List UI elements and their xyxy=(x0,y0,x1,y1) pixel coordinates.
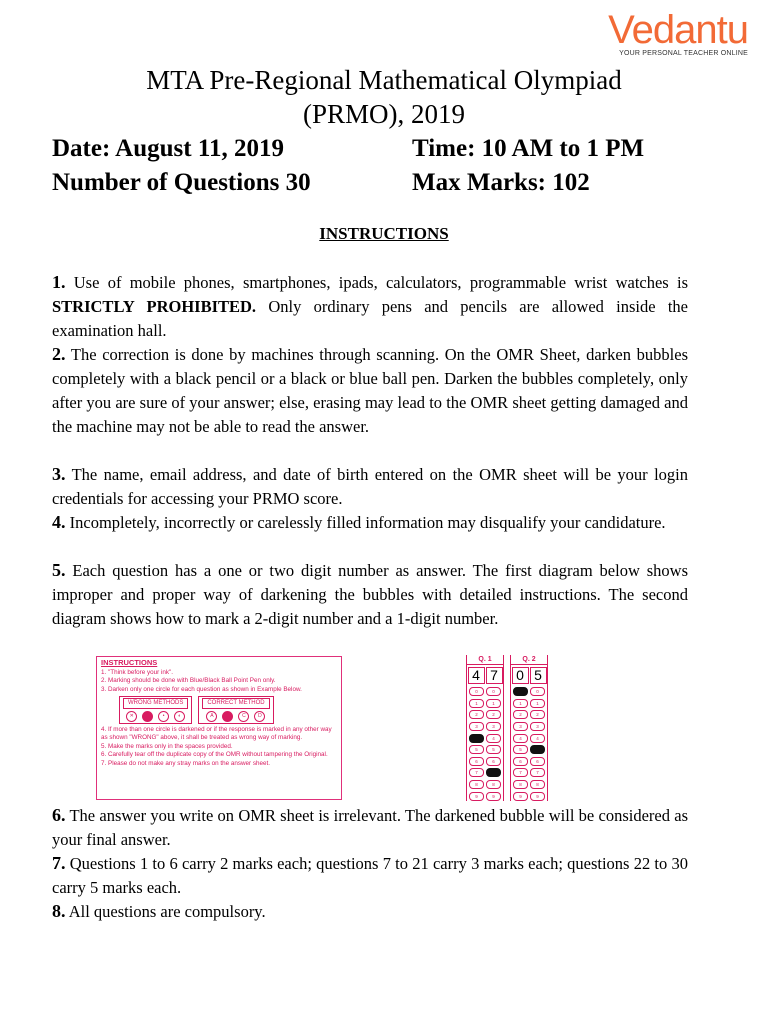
bubble-row xyxy=(467,686,503,698)
instruction-5 xyxy=(52,558,688,631)
answer-bubble: 7 xyxy=(530,768,545,777)
answer-bubble: 1 xyxy=(469,699,484,708)
answer-bubble: 2 xyxy=(530,710,545,719)
answer-bubble: 8 xyxy=(469,780,484,789)
answer-bubble: 6 xyxy=(469,757,484,766)
answer-bubble: 1 xyxy=(530,699,545,708)
answer-bubble: 3 xyxy=(486,722,501,731)
bubble-row xyxy=(511,698,547,710)
instruction-7 xyxy=(52,851,688,900)
bubble-row xyxy=(467,756,503,768)
bubble-filled-icon xyxy=(222,711,233,722)
omr-line: 3. Darken only one circle for each question as shown in Example Below. xyxy=(101,685,302,693)
logo-word: Vedantu xyxy=(608,8,748,52)
item-number: 7. xyxy=(52,853,66,873)
meta-row-2 xyxy=(52,167,732,199)
omr-instruction-diagram xyxy=(96,656,342,800)
bubble-row xyxy=(511,732,547,744)
answer-bubble: 0 xyxy=(469,687,484,696)
dot-mark-icon: • xyxy=(158,711,169,722)
omr-question-column xyxy=(510,655,548,801)
title-line-2: (PRMO), 2019 xyxy=(302,99,465,129)
item-emphasis: STRICTLY PROHIBITED. xyxy=(52,297,257,316)
omr-heading: INSTRUCTIONS xyxy=(101,658,158,667)
item-text: The answer you write on OMR sheet is irrelevant. The darkened bubble will be considered as your final answer. xyxy=(52,806,688,849)
answer-bubble: 9 xyxy=(486,792,501,801)
bubble-d-icon: D xyxy=(254,711,265,722)
bubble-row xyxy=(511,767,547,779)
omr-line: 6. Carefully tear off the duplicate copy of the OMR without tampering the Original. xyxy=(101,751,328,758)
answer-bubble: 8 xyxy=(530,780,545,789)
bubble-row xyxy=(511,686,547,698)
item-number: 3. xyxy=(52,464,66,484)
item-number: 5. xyxy=(52,560,66,580)
item-text: Only ordinary pens and pencils are allowed inside the examination hall. xyxy=(52,297,688,340)
written-digit: 7 xyxy=(486,667,503,684)
marking-methods xyxy=(119,696,337,724)
answer-bubble: 9 xyxy=(530,792,545,801)
answer-bubble: 0 xyxy=(530,687,545,696)
written-digit: 5 xyxy=(530,667,547,684)
item-text: Use of mobile phones, smartphones, ipads, calculators, programmable wrist watches is xyxy=(65,273,688,292)
correct-method xyxy=(198,696,273,724)
instruction-4 xyxy=(52,510,688,535)
bubble-a-icon: A xyxy=(206,711,217,722)
item-number: 8. xyxy=(52,901,66,921)
bubble-row xyxy=(511,721,547,733)
bubble-row xyxy=(511,744,547,756)
omr-line: 7. Please do not make any stray marks on the answer sheet. xyxy=(101,759,271,767)
omr-line: 5. Make the marks only in the spaces provided. xyxy=(101,742,233,750)
answer-bubble: 5 xyxy=(469,745,484,754)
answer-bubble: 2 xyxy=(513,710,528,719)
answer-bubble: 2 xyxy=(469,710,484,719)
exam-date: Date: August 11, 2019 xyxy=(52,135,284,162)
max-marks: Max Marks: 102 xyxy=(412,169,590,196)
bubble-row xyxy=(467,744,503,756)
instruction-6 xyxy=(52,803,688,852)
logo-tagline: YOUR PERSONAL TEACHER ONLINE xyxy=(619,50,748,57)
instruction-8 xyxy=(52,899,688,924)
bubble-row xyxy=(467,709,503,721)
answer-bubble: 7 xyxy=(469,768,484,777)
bubble-c-icon: C xyxy=(238,711,249,722)
answer-bubble: 3 xyxy=(530,722,545,731)
exam-time: Time: 10 AM to 1 PM xyxy=(412,135,645,162)
answer-bubble: 6 xyxy=(530,757,545,766)
answer-bubble: 2 xyxy=(486,710,501,719)
bubble-row xyxy=(467,698,503,710)
answer-bubble: 4 xyxy=(513,734,528,743)
bubble-grid xyxy=(511,686,547,802)
answer-bubble: 3 xyxy=(469,722,484,731)
question-count: Number of Questions 30 xyxy=(52,169,311,196)
answer-bubble: 9 xyxy=(513,792,528,801)
item-text: Each question has a one or two digit number as answer. The first diagram below shows improper and proper way of darkening the bubbles with detailed instructions. The second diagram shows how to mark a 2-digit number and a 1-digit number. xyxy=(52,561,688,628)
omr-question-label: Q. 1 xyxy=(467,655,503,665)
answer-bubble: 9 xyxy=(469,792,484,801)
instruction-1 xyxy=(52,270,688,343)
omr-line: 2. Marking should be done with Blue/Black Ball Point Pen only. xyxy=(101,677,276,684)
omr-question-label: Q. 2 xyxy=(511,655,547,665)
answer-bubble xyxy=(513,687,528,696)
bubble-row xyxy=(467,790,503,802)
vedantu-logo xyxy=(568,8,748,57)
instruction-3 xyxy=(52,462,688,511)
answer-bubble: 6 xyxy=(486,757,501,766)
cross-mark-icon: ✕ xyxy=(126,711,137,722)
item-text: The name, email address, and date of birth entered on the OMR sheet will be your login credentials for accessing your PRMO score. xyxy=(52,465,688,508)
answer-bubble xyxy=(469,734,484,743)
smudge-mark-icon xyxy=(142,711,153,722)
answer-bubble: 5 xyxy=(513,745,528,754)
answer-bubble: 8 xyxy=(486,780,501,789)
meta-row-1 xyxy=(52,133,732,165)
instructions-heading: INSTRUCTIONS xyxy=(319,224,449,243)
written-digit: 0 xyxy=(512,667,529,684)
item-number: 2. xyxy=(52,344,66,364)
wrong-methods xyxy=(119,696,192,724)
answer-bubble: 6 xyxy=(513,757,528,766)
partial-mark-icon: ◐ xyxy=(174,711,185,722)
instruction-2 xyxy=(52,342,688,439)
omr-answer-example xyxy=(466,655,548,801)
omr-question-column xyxy=(466,655,504,801)
written-digit: 4 xyxy=(468,667,485,684)
item-number: 4. xyxy=(52,512,66,532)
wrong-methods-label: WRONG METHODS xyxy=(123,698,188,709)
bubble-row xyxy=(467,732,503,744)
omr-line: 1. "Think before your ink". xyxy=(101,668,174,676)
answer-bubble: 3 xyxy=(513,722,528,731)
bubble-row xyxy=(511,790,547,802)
answer-bubble xyxy=(530,745,545,754)
bubble-row xyxy=(511,779,547,791)
item-number: 1. xyxy=(52,272,66,292)
item-text: The correction is done by machines through scanning. On the OMR Sheet, darken bubbles completely with a black pencil or a black or blue ball pen. Darken the bubbles completely, only after you are sure of your answer; else, erasing may lead to the OMR sheet getting damaged and the machine may not be able to read the answer. xyxy=(52,345,688,436)
item-text: Questions 1 to 6 carry 2 marks each; questions 7 to 21 carry 3 marks each; questions 22 to 30 carry 5 marks each. xyxy=(52,854,688,897)
answer-bubble: 7 xyxy=(513,768,528,777)
bubble-row xyxy=(467,767,503,779)
item-number: 6. xyxy=(52,805,66,825)
bubble-row xyxy=(467,779,503,791)
bubble-row xyxy=(511,756,547,768)
answer-bubble: 0 xyxy=(486,687,501,696)
answer-bubble: 1 xyxy=(486,699,501,708)
answer-bubble xyxy=(486,768,501,777)
answer-bubble: 5 xyxy=(486,745,501,754)
answer-bubble: 4 xyxy=(530,734,545,743)
bubble-row xyxy=(467,721,503,733)
correct-method-label: CORRECT METHOD xyxy=(202,698,269,709)
item-text: Incompletely, incorrectly or carelessly filled information may disqualify your candidature. xyxy=(65,513,666,532)
answer-bubble: 8 xyxy=(513,780,528,789)
title-line-1: MTA Pre-Regional Mathematical Olympiad xyxy=(146,65,622,95)
bubble-grid xyxy=(467,686,503,802)
item-text: All questions are compulsory. xyxy=(65,902,266,921)
answer-bubble: 4 xyxy=(486,734,501,743)
omr-line: 4. If more than one circle is darkened or if the response is marked in any other way as shown "WRONG" above, it shall be treated as wrong way of marking. xyxy=(101,725,332,741)
answer-bubble: 1 xyxy=(513,699,528,708)
bubble-row xyxy=(511,709,547,721)
